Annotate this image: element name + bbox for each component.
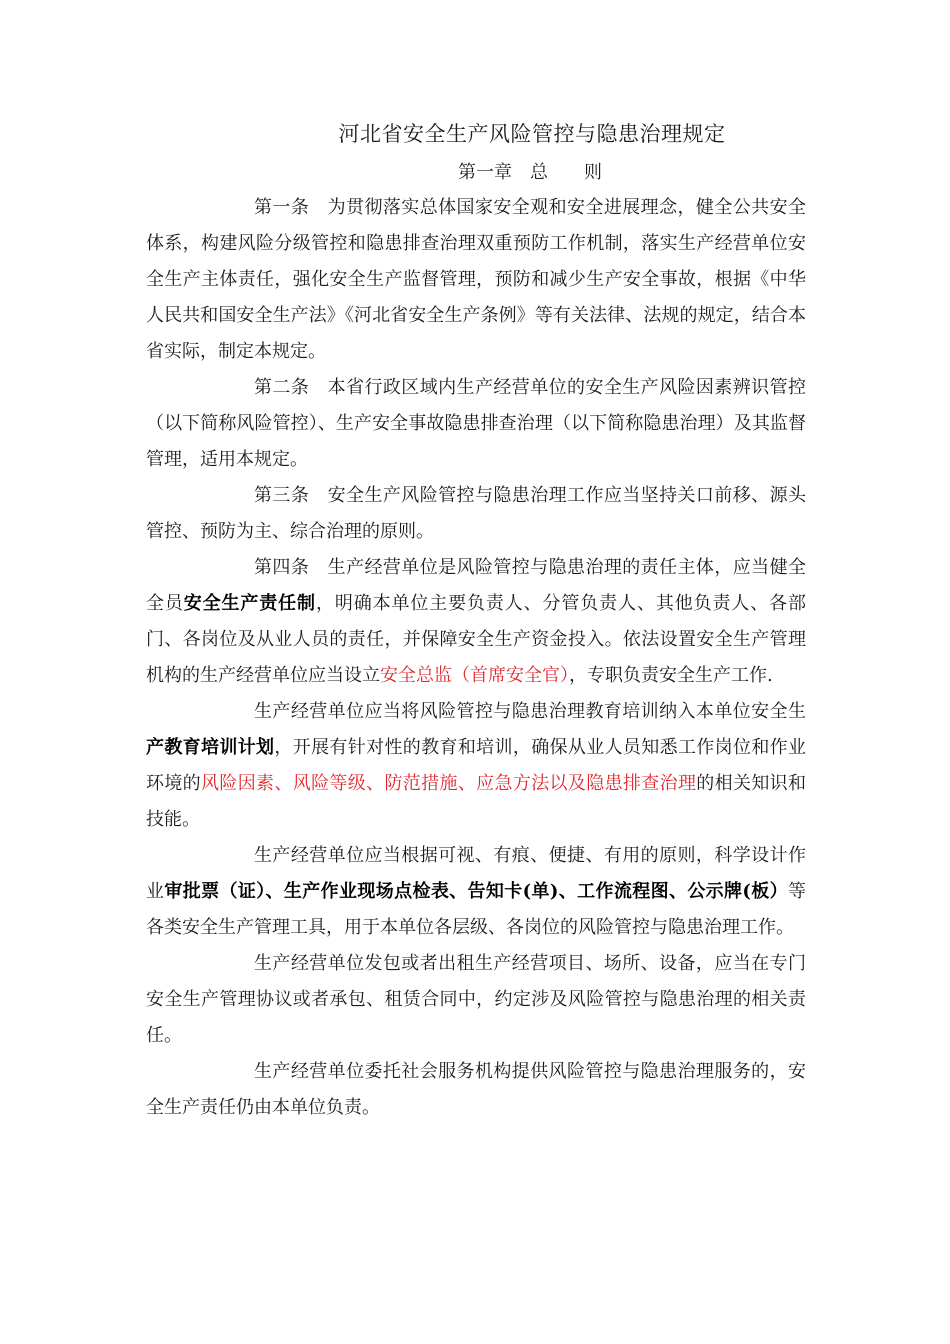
tools-text-b: 等各类安全生产管理工具，用于本单位各层级、各岗位的风险管控与隐患治理工作。 [146, 881, 807, 938]
article-3-paragraph: 第三条 安全生产风险管控与隐患治理工作应当坚持关口前移、源头管控、预防为主、综合治理的原则。 [146, 485, 806, 542]
article-4-highlight-safety-director: 安全总监（首席安全官） [380, 665, 569, 686]
tools-text-a: 生产经营单位应当根据可视、有痕、便捷、有用的原则，科学设计作业 [146, 845, 806, 902]
document-body [146, 190, 806, 1126]
tools-paragraph [146, 838, 806, 946]
article-1-paragraph: 第一条 为贯彻落实总体国家安全观和安全进展理念，健全公共安全体系，构建风险分级管控和隐患排查治理双重预防工作机制，落实生产经营单位安全生产主体责任，强化安全生产监督管理，预防和减少生产安全事故，根据《中华人民共和国安全生产法》《河北省安全生产条例》等有关法律、法规的规定，结合本省实际，制定本规定。 [146, 197, 806, 362]
training-paragraph [146, 694, 806, 838]
tools-emphasis-list: 审批票（证）、生产作业现场点检表、告知卡(单)、工作流程图、公示牌(板） [164, 881, 789, 902]
chapter-heading [0, 158, 950, 184]
article-2-paragraph: 第二条 本省行政区域内生产经营单位的安全生产风险因素辨识管控（以下简称风险管控）、生产安全事故隐患排查治理（以下简称隐患治理）及其监督管理，适用本规定。 [146, 377, 806, 470]
training-emphasis-plan: 产教育培训计划 [146, 737, 275, 758]
article-4-text-a: 第四条 生产经营单位是风险管控与隐患治理的责任主体，应当健全全员 [146, 557, 806, 614]
training-highlight-risk-factors: 风险因素、风险等级、防范措施、应急方法以及隐患排查治理 [201, 773, 697, 794]
training-text-b: ，开展有针对性的教育和培训，确保从业人员知悉工作岗位和作业环境的 [146, 737, 807, 794]
chapter-heading-text: 第一章 总 则 [458, 162, 602, 183]
training-text-c: 的相关知识和技能。 [146, 773, 807, 830]
article-4-paragraph [146, 550, 806, 694]
outsourcing-paragraph: 生产经营单位委托社会服务机构提供风险管控与隐患治理服务的，安全生产责任仍由本单位负责。 [146, 1061, 806, 1118]
article-4-text-b: ，明确本单位主要负责人、分管负责人、其他负责人、各部门、各岗位及从业人员的责任，并保障安全生产资金投入。依法设置安全生产管理机构的生产经营单位应当设立 [146, 593, 807, 686]
document-title-text: 河北省安全生产风险管控与隐患治理规定 [338, 122, 726, 146]
training-text-a: 生产经营单位应当将风险管控与隐患治理教育培训纳入本单位安全生 [254, 701, 806, 722]
contracting-paragraph: 生产经营单位发包或者出租生产经营项目、场所、设备，应当在专门安全生产管理协议或者承包、租赁合同中，约定涉及风险管控与隐患治理的相关责任。 [146, 953, 806, 1046]
document-title [0, 118, 950, 148]
article-4-emphasis-responsibility: 安全生产责任制 [183, 593, 316, 614]
article-4-text-c: ，专职负责安全生产工作. [569, 665, 773, 686]
